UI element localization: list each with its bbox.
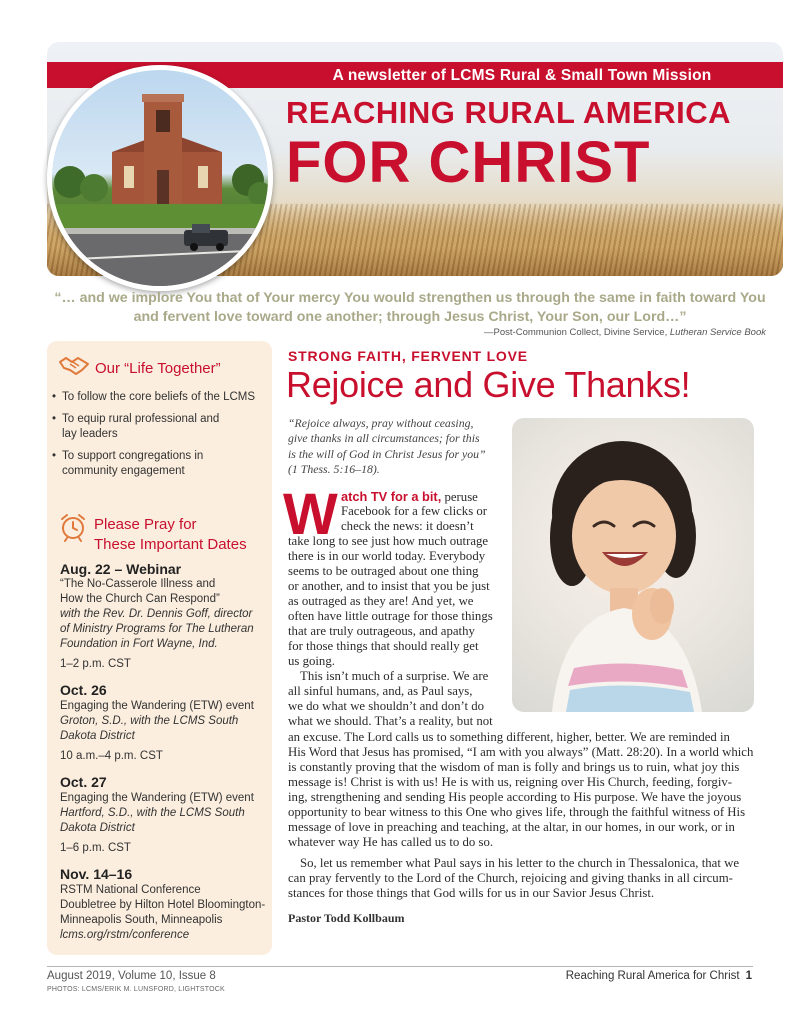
event-time: 1–6 p.m. CST (60, 842, 131, 854)
lead-in: atch TV for a bit, (341, 489, 442, 504)
page-number: 1 (745, 970, 752, 982)
smiling-child-illustration (512, 418, 754, 712)
body-line: as outraged as they are! And yet, we (288, 594, 474, 608)
list-item-continued: lay leaders (62, 428, 118, 440)
body-line: His Word that Jesus has promised, “I am with you always” (Matt. 28:20). In a world which (288, 745, 754, 759)
body-line: check the news: it doesn’t (341, 519, 474, 533)
quote-source: —Post-Communion Collect, Divine Service, Lutheran Service Book (484, 327, 766, 338)
body-line: message is! Christ is with us! He is with us, reigning over His Church, feeding, forgiv- (288, 775, 733, 789)
body-line: often have little outrage for those things (288, 609, 493, 623)
scripture-intro: “Rejoice always, pray without ceasing, give thanks in all circumstances; for this is the will of God in Christ Jesus for you” (1 Thess. 5:16–18). (288, 416, 486, 476)
body-line: whatever way He has called us to do so. (288, 835, 494, 849)
footer-publication: Reaching Rural America for Christ 1 (565, 970, 752, 982)
event-line: Groton, S.D., with the LCMS South (60, 715, 239, 727)
author-signature: Pastor Todd Kollbaum (288, 911, 405, 925)
body-line: stances for those things that God wills for us in our Savior Jesus Christ. (288, 886, 655, 900)
footer-divider (47, 966, 753, 967)
list-item: • To equip rural professional and (62, 412, 219, 427)
body-line: what we should. That’s a reality, but not (288, 714, 493, 728)
conference-link[interactable]: lcms.org/rstm/conference (60, 929, 190, 941)
event-line: RSTM National Conference (60, 884, 201, 896)
event-time: 1–2 p.m. CST (60, 658, 131, 670)
body-line: seems to be outraged about one thing (288, 564, 479, 578)
photo-credit: PHOTOS: LCMS/ERIK M. LUNSFORD, LIGHTSTOCK (47, 986, 225, 993)
drop-cap: W (283, 482, 338, 547)
masthead-title-line1: REACHING RURAL AMERICA (286, 95, 731, 130)
pray-heading-line2: These Important Dates (94, 536, 247, 553)
list-item: • To support congregations in (62, 449, 203, 464)
event-line: Dakota District (60, 730, 135, 742)
event-line: How the Church Can Respond” (60, 593, 220, 605)
alarm-clock-icon (58, 512, 88, 542)
event-line: Doubletree by Hilton Hotel Bloomington- (60, 899, 266, 911)
body-line: Facebook for a few clicks or (341, 504, 488, 518)
body-line: us going. (288, 654, 335, 668)
event-line: Hartford, S.D., with the LCMS South (60, 807, 245, 819)
event-date: Nov. 14–16 (60, 866, 133, 882)
body-line: is constantly proving that the wisdom of man is folly and brings us to ruin, what joy this (288, 760, 740, 774)
church-illustration (52, 70, 268, 286)
event-line: “The No-Casserole Illness and (60, 578, 216, 590)
event-time: 10 a.m.–4 p.m. CST (60, 750, 163, 762)
event-line: with the Rev. Dr. Dennis Goff, director (60, 608, 253, 620)
body-line: or another, and to insist that you be just (288, 579, 490, 593)
event-date: Oct. 26 (60, 682, 107, 698)
list-item-continued: community engagement (62, 465, 185, 477)
body-line: all sinful humans, and, as Paul says, (288, 684, 473, 698)
event-line: Dakota District (60, 822, 135, 834)
body-line: So, let us remember what Paul says in his letter to the church in Thessalonica, that we (300, 856, 740, 870)
body-line: can pray fervently to the Lord of the Church, rejoicing and giving thanks in all circum- (288, 871, 733, 885)
event-line: Foundation in Fort Wayne, Ind. (60, 638, 218, 650)
life-together-heading: Our “Life Together” (95, 360, 221, 377)
body-line: ing, strengthening and sending His people according to His purpose. We have the joyous (288, 790, 742, 804)
article-kicker: STRONG FAITH, FERVENT LOVE (288, 348, 528, 364)
masthead-title-line2: FOR CHRIST (286, 130, 651, 195)
list-item: • To follow the core beliefs of the LCMS (62, 390, 255, 405)
body-line: there is in our world today. Everybody (288, 549, 486, 563)
handshake-icon (58, 352, 90, 378)
body-line: that are truly outrageous, and apathy (288, 624, 475, 638)
event-date: Oct. 27 (60, 774, 107, 790)
newsletter-tagline: A newsletter of LCMS Rural & Small Town Mission (332, 67, 712, 84)
issue-info: August 2019, Volume 10, Issue 8 (47, 970, 216, 982)
article-headline: Rejoice and Give Thanks! (286, 364, 691, 405)
body-line: take long to see just how much outrage (288, 534, 489, 548)
event-line: Engaging the Wandering (ETW) event (60, 792, 254, 804)
body-line: opportunity to bear witness to this One who gives life, through the faithful witness of His (288, 805, 746, 819)
event-date: Aug. 22 – Webinar (60, 561, 182, 577)
event-line: of Ministry Programs for The Lutheran (60, 623, 254, 635)
pray-heading-line1: Please Pray for (94, 516, 197, 533)
church-photo (47, 65, 273, 291)
body-line: atch TV for a bit, peruse (341, 489, 478, 504)
body-line: an excuse. The Lord calls us to something different, higher, better. We are reminded in (288, 730, 730, 744)
quote-source-book: Lutheran Service Book (669, 327, 766, 338)
event-line: Minneapolis South, Minneapolis (60, 914, 223, 926)
event-line: Engaging the Wandering (ETW) event (60, 700, 254, 712)
body-line: for those things that should really get (288, 639, 479, 653)
body-line: message of love in preaching and teaching, at the altar, in our homes, in our work, or in (288, 820, 735, 834)
body-line: we do what we shouldn’t and don’t do (288, 699, 485, 713)
collect-quote: “… and we implore You that of Your mercy You would strengthen us through the same in faith toward You and fervent love toward one another; through Jesus Christ, Your Son, our Lord…” (54, 290, 766, 325)
child-photo (512, 418, 754, 712)
body-line: This isn’t much of a surprise. We are (300, 669, 489, 683)
